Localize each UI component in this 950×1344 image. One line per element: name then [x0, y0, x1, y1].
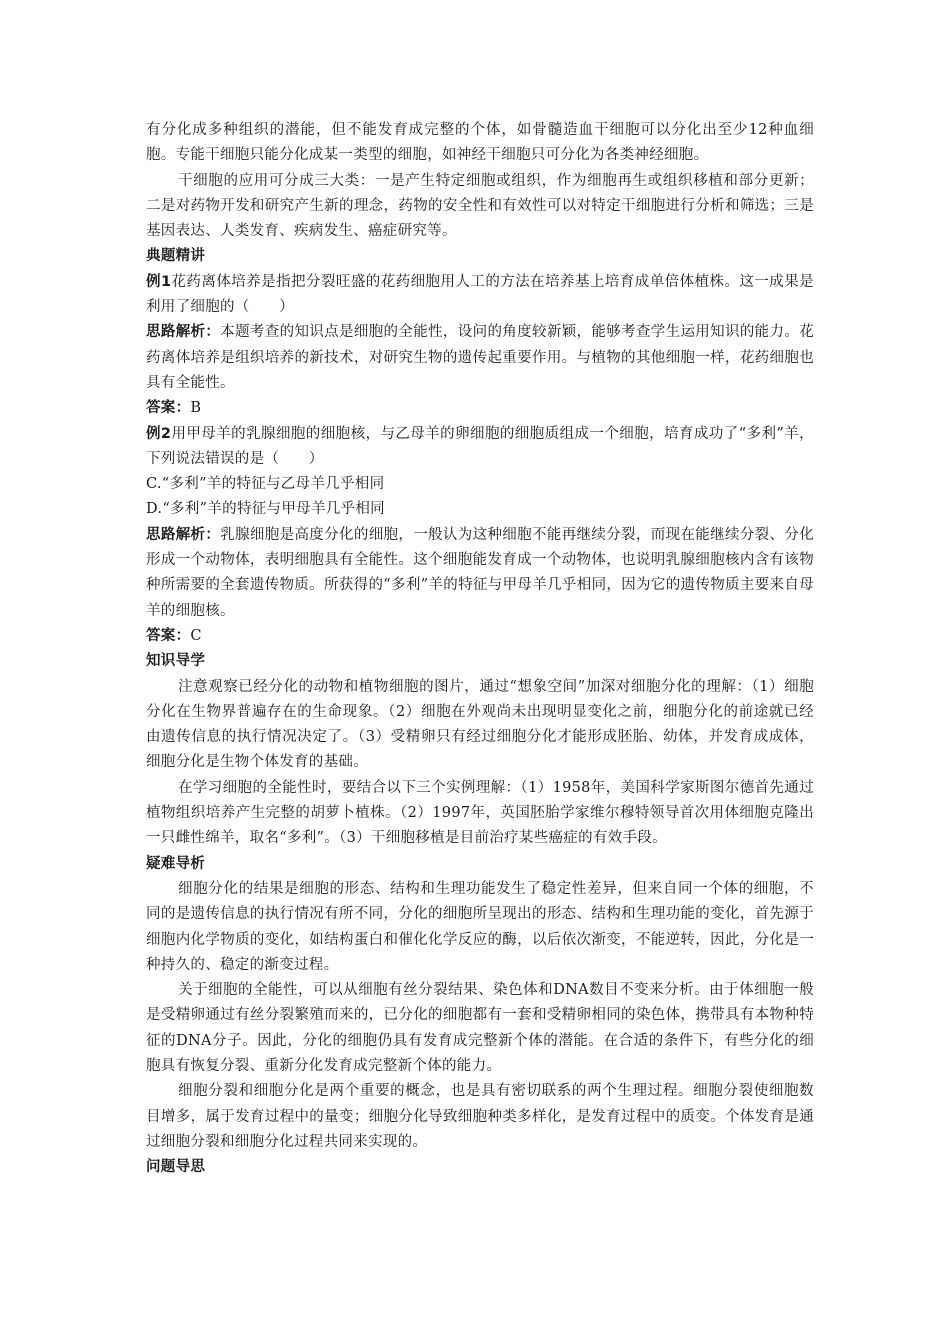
yinan-paragraph-2: 关于细胞的全能性，可以从细胞有丝分裂结果、染色体和DNA数目不变来分析。由于体细胞一般是受精卵通过有丝分裂繁殖而来的，已分化的细胞都有一套和受精卵相同的染色体，携带具有本物种特征的DNA分子。因此，分化的细胞仍具有发育成完整新个体的潜能。在合适的条件下，有些分化的细胞具有恢复分裂、重新分化发育成完整新个体的能力。 — [146, 982, 814, 1074]
analysis-label: 思路解析： — [146, 526, 221, 543]
analysis-label: 思路解析： — [146, 324, 221, 341]
example-2-analysis-text: 乳腺细胞是高度分化的细胞，一般认为这种细胞不能再继续分裂，而现在能继续分裂、分化形成一个动物体，表明细胞具有全能性。这个细胞能发育成一个动物体，也说明乳腺细胞核内含有该物种所需要的全套遗传物质。所获得的“多利”羊的特征与甲母羊几乎相同，因为它的遗传物质主要来自母羊的细胞核。 — [146, 526, 815, 619]
section-heading-wenti: 问题导思 — [146, 1159, 206, 1176]
example-2-answer — [146, 624, 814, 649]
section-heading-yinan: 疑难导析 — [146, 855, 206, 872]
example-1-question — [146, 270, 814, 321]
example-1-answer — [146, 396, 814, 421]
example-1-analysis — [146, 320, 814, 396]
example-1-analysis-text: 本题考查的知识点是细胞的全能性，设问的角度较新颖，能够考查学生运用知识的能力。花药离体培养是组织培养的新技术，对研究生物的遗传起重要作用。与植物的其他细胞一样，花药细胞也具有全能性。 — [146, 324, 815, 391]
example-2-analysis — [146, 523, 814, 624]
example-1-label: 例1 — [146, 273, 172, 290]
example-2-option-c: C.“多利”羊的特征与乙母羊几乎相同 — [146, 476, 385, 493]
zhishi-paragraph-1: 注意观察已经分化的动物和植物细胞的图片，通过“想象空间”加深对细胞分化的理解：（1）细胞分化在生物界普遍存在的生命现象。（2）细胞在外观尚未出现明显变化之前，细胞分化的前途就已经由遗传信息的执行情况决定了。（3）受精卵只有经过细胞分化才能形成胚胎、幼体，并发育成成体，细胞分化是生物个体发育的基础。 — [146, 678, 814, 771]
zhishi-paragraph-2: 在学习细胞的全能性时，要结合以下三个实例理解：（1）1958年，美国科学家斯图尔德首先通过植物组织培养产生完整的胡萝卜植株。（2）1997年，英国胚胎学家维尔穆特领导首次用体细胞克隆出一只雌性绵羊，取名“多利”。（3）干细胞移植是目前治疗某些癌症的有效手段。 — [146, 779, 814, 847]
document-page — [146, 118, 814, 1180]
yinan-paragraph-1: 细胞分化的结果是细胞的形态、结构和生理功能发生了稳定性差异，但来自同一个体的细胞，不同的是遗传信息的执行情况有所不同，分化的细胞所呈现出的形态、结构和生理功能的变化，首先源于细胞内化学物质的变化，如结构蛋白和催化化学反应的酶，以后依次渐变，不能逆转，因此，分化是一种持久的、稳定的渐变过程。 — [146, 880, 814, 973]
section-heading-zhishi: 知识导学 — [146, 653, 206, 670]
example-2-text: 用甲母羊的乳腺细胞的细胞核，与乙母羊的卵细胞的细胞质组成一个细胞，培育成功了“多利”羊，下列说法错误的是（ ） — [146, 425, 814, 467]
example-2-option-d: D.“多利”羊的特征与甲母羊几乎相同 — [146, 501, 385, 518]
answer-label: 答案： — [146, 400, 191, 417]
section-heading-dianti: 典题精讲 — [146, 248, 206, 265]
intro-paragraph-2: 干细胞的应用可分成三大类：一是产生特定细胞或组织，作为细胞再生或组织移植和部分更新；二是对药物开发和研究产生新的理念，药物的安全性和有效性可以对特定干细胞进行分析和筛选；三是基因表达、人类发育、疾病发生、癌症研究等。 — [146, 172, 814, 240]
example-2-question — [146, 422, 814, 473]
example-1-text: 花药离体培养是指把分裂旺盛的花药细胞用人工的方法在培养基上培育成单倍体植株。这一成果是利用了细胞的（ ） — [146, 273, 814, 316]
intro-paragraph-1: 有分化成多种组织的潜能，但不能发育成完整的个体，如骨髓造血干细胞可以分化出至少12种血细胞。专能干细胞只能分化成某一类型的细胞，如神经干细胞只可分化为各类神经细胞。 — [146, 122, 814, 164]
example-2-label: 例2 — [146, 425, 172, 442]
example-2-answer-value: C — [190, 627, 202, 644]
yinan-paragraph-3: 细胞分裂和细胞分化是两个重要的概念，也是具有密切联系的两个生理过程。细胞分裂使细胞数目增多，属于发育过程中的量变；细胞分化导致细胞种类多样化，是发育过程中的质变。个体发育是通过细胞分裂和细胞分化过程共同来实现的。 — [146, 1083, 814, 1150]
answer-label: 答案： — [146, 627, 191, 644]
example-1-answer-value: B — [190, 400, 202, 417]
